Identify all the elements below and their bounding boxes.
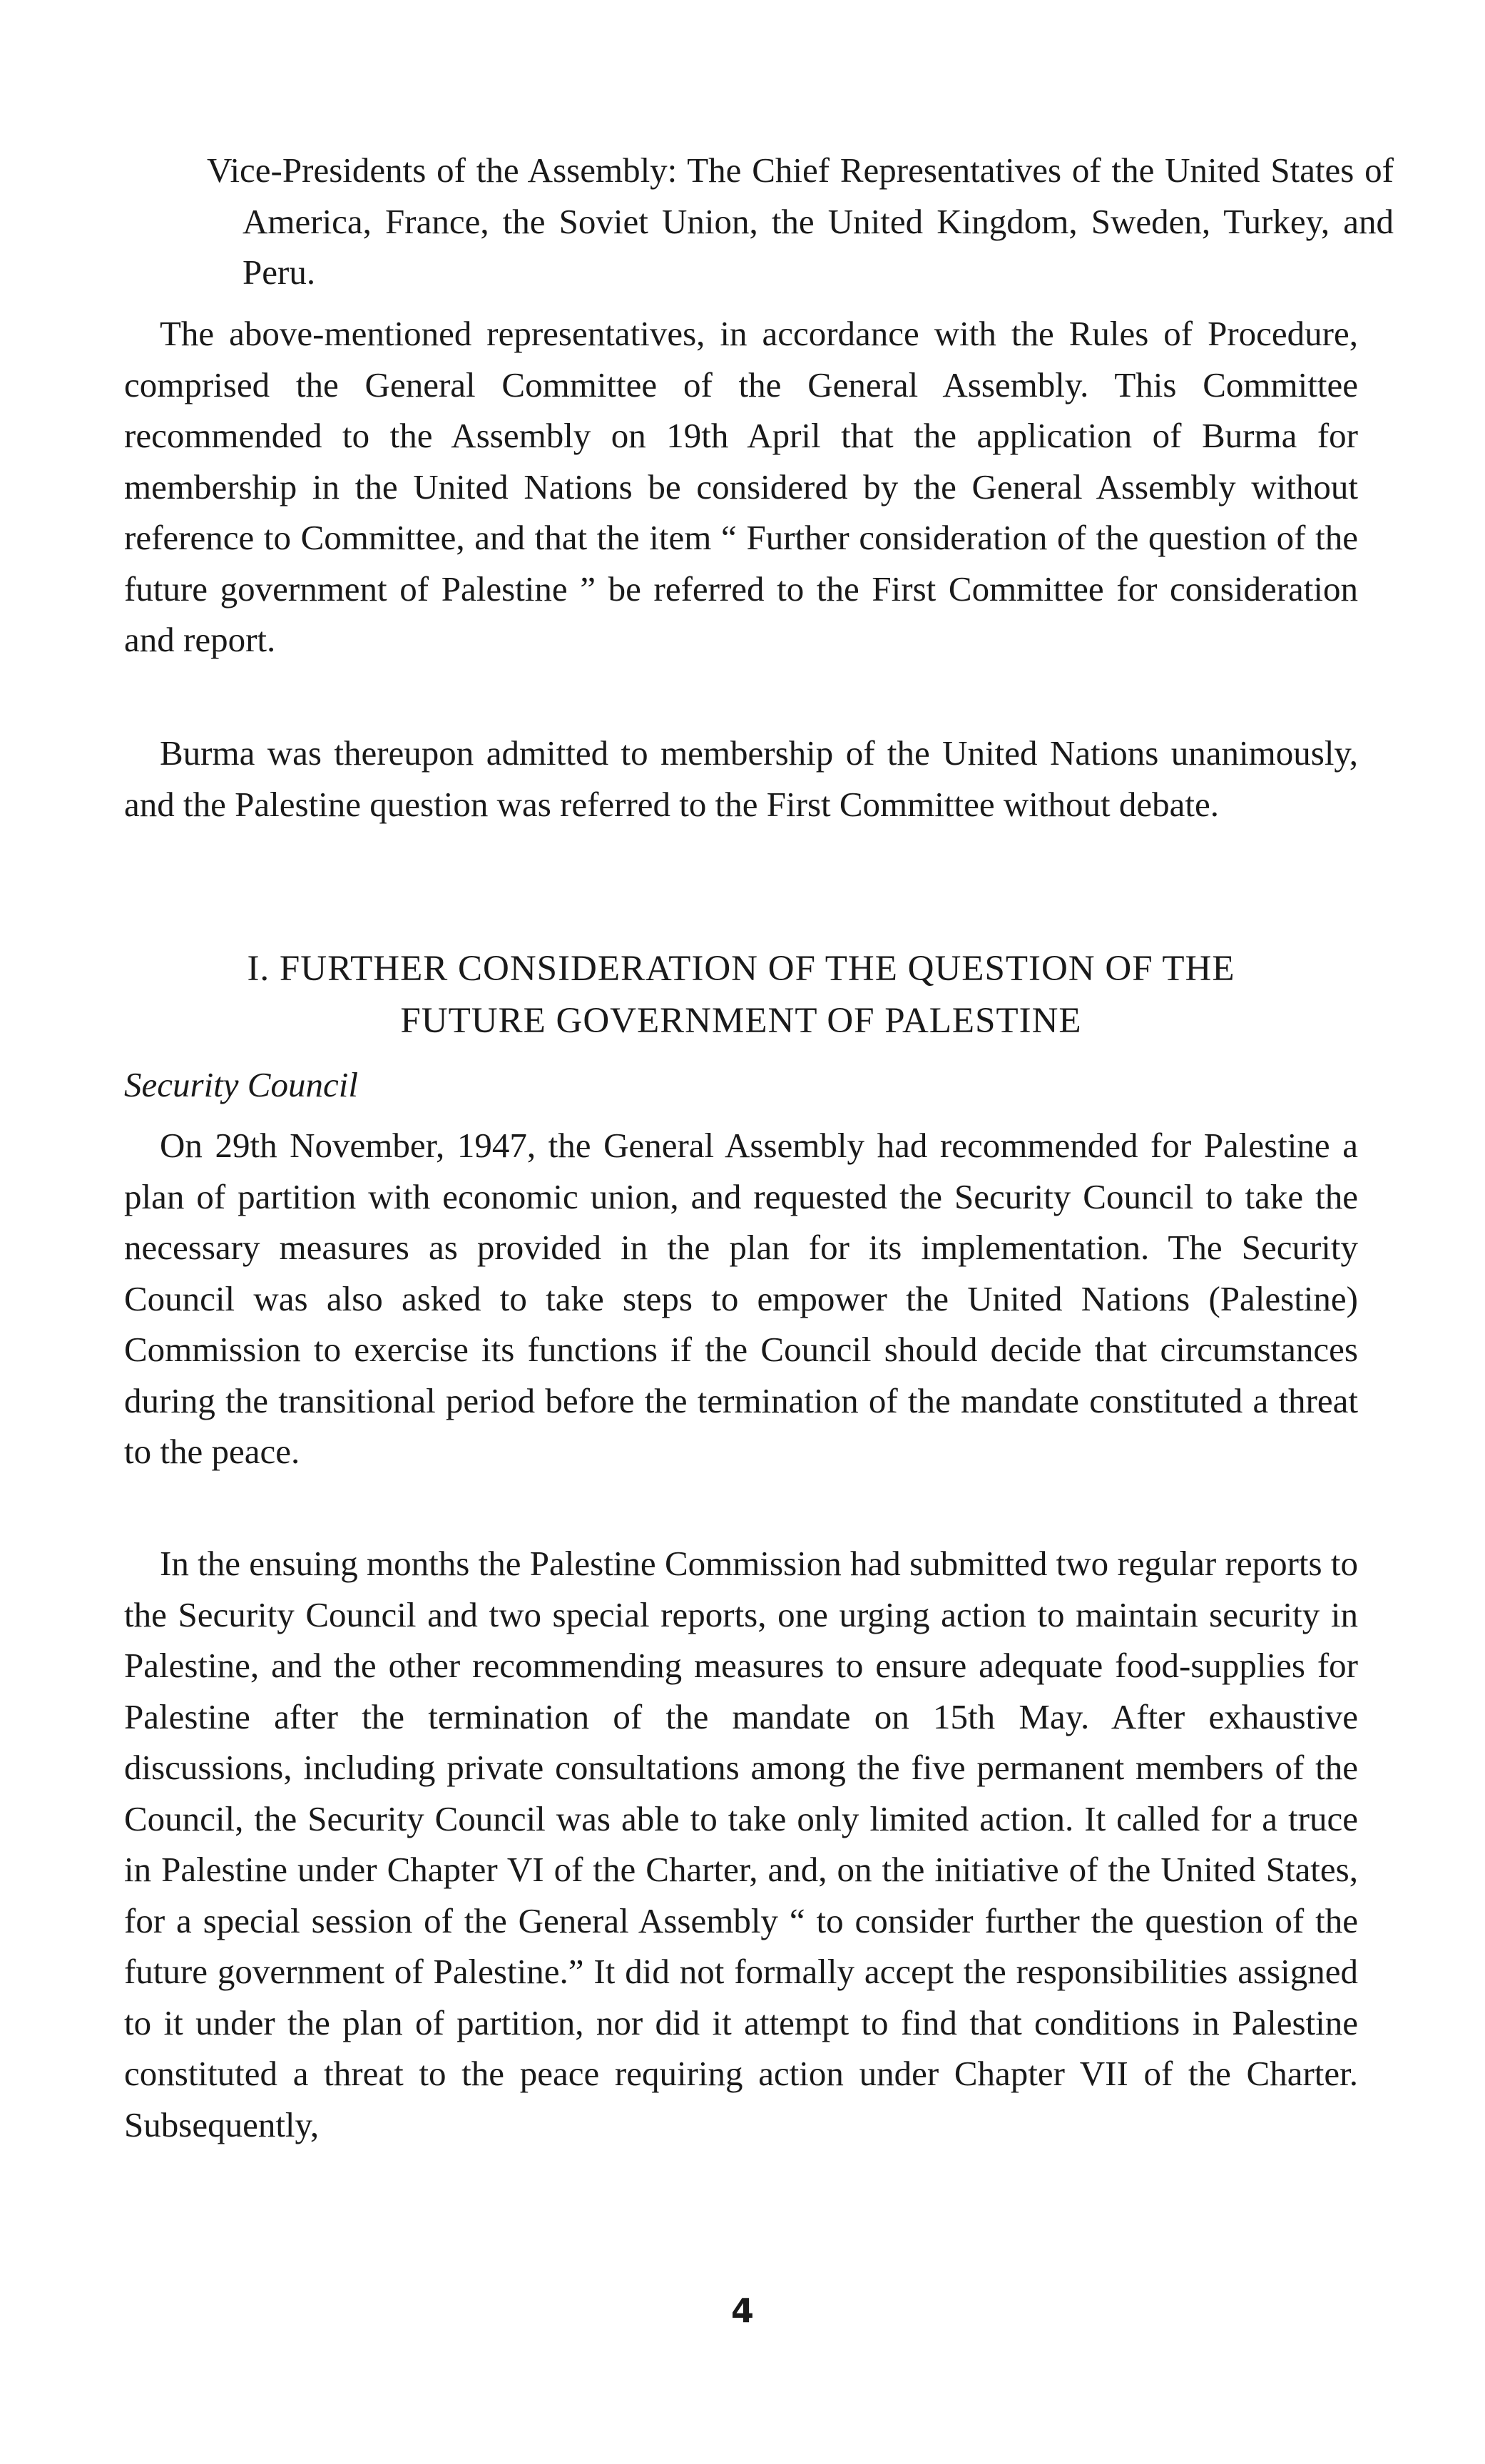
vice-presidents-text: Vice-Presidents of the Assembly: The Chief Representatives of the United States of America, France, the Soviet Union, the United Kingdom, Sweden, Turkey, and Peru.: [207, 151, 1394, 292]
page-number: 4: [730, 2291, 754, 2330]
ensuing-months-paragraph: [124, 1538, 1358, 2150]
section-heading-line-2: FUTURE GOVERNMENT OF PALESTINE: [400, 1001, 1082, 1041]
burma-paragraph: [124, 728, 1358, 830]
section-heading-line-1: I. FURTHER CONSIDERATION OF THE QUESTION OF THE: [247, 949, 1235, 989]
vice-presidents-entry: [207, 145, 1394, 298]
section-heading: [124, 943, 1358, 1047]
security-council-paragraph: [124, 1120, 1358, 1477]
general-committee-text: The above-mentioned representatives, in accordance with the Rules of Procedure, comprised the General Committee of the General Assembly. This Committee recommended to the Assembly on 19th April that the application of Burma for membership in the United Nations be considered by the General Assembly without reference to Committee, and that the item “ Further consideration of the question of the future government of Palestine ” be referred to the First Committee for consideration and report.: [124, 314, 1358, 659]
security-council-text: On 29th November, 1947, the General Assembly had recommended for Palestine a plan of partition with economic union, and requested the Security Council to take the necessary measures as provided in the plan for its implementation. The Security Council was also asked to take steps to empower the United Nations (Palestine) Commission to exercise its functions if the Council should decide that circumstances during the transitional period before the termination of the mandate constituted a threat to the peace.: [124, 1126, 1358, 1471]
ensuing-months-text: In the ensuing months the Palestine Commission had submitted two regular reports to the Security Council and two special reports, one urging action to maintain security in Palestine, and the other recommending measures to ensure adequate food-supplies for Palestine after the termination of the mandate on 15th May. After exhaustive discussions, including private consultations among the five permanent members of the Council, the Security Council was able to take only limited action. It called for a truce in Palestine under Chapter VI of the Charter, and, on the initiative of the United States, for a special session of the General Assembly “ to consider further the question of the future government of Palestine.” It did not formally accept the responsibilities assigned to it under the plan of partition, nor did it attempt to find that conditions in Palestine constituted a threat to the peace requiring action under Chapter VII of the Charter. Subsequently,: [124, 1544, 1358, 2144]
burma-text: Burma was thereupon admitted to membership of the United Nations unanimously, and the Palestine question was referred to the First Committee without debate.: [124, 733, 1358, 824]
general-committee-paragraph: [124, 308, 1358, 666]
subheading-security-council: Security Council: [124, 1065, 358, 1104]
